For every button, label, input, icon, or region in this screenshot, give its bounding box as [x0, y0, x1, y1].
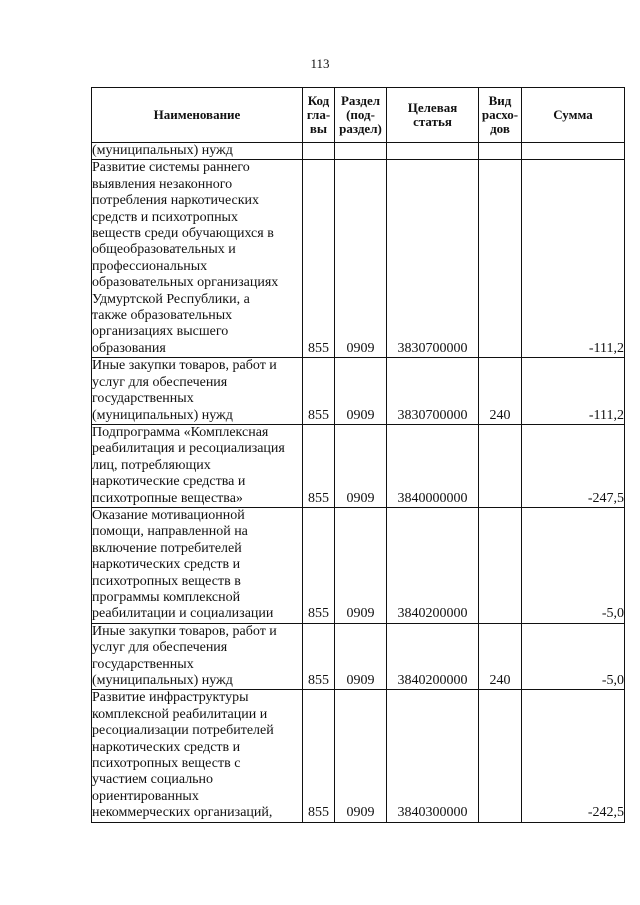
- table-row: [92, 358, 625, 425]
- row-amount: -5,0: [522, 507, 625, 623]
- row-amount: [522, 143, 625, 160]
- row-type: [479, 143, 522, 160]
- row-target: 3830700000: [387, 358, 479, 425]
- row-target: 3840300000: [387, 690, 479, 822]
- row-amount: -5,0: [522, 623, 625, 690]
- row-section: 0909: [335, 424, 387, 507]
- row-name: (муниципальных) нужд: [92, 143, 303, 160]
- row-target: [387, 143, 479, 160]
- row-name: Иные закупки товаров, работ и услуг для обеспечения государственных (муниципальных) нужд: [92, 623, 303, 690]
- table-row: [92, 143, 625, 160]
- row-target: 3840000000: [387, 424, 479, 507]
- table-header-row: [92, 88, 625, 143]
- table-row: [92, 424, 625, 507]
- row-code: 855: [303, 690, 335, 822]
- row-type: [479, 507, 522, 623]
- row-code: 855: [303, 507, 335, 623]
- row-section: [335, 143, 387, 160]
- table-row: [92, 690, 625, 822]
- row-type: 240: [479, 358, 522, 425]
- row-code: 855: [303, 358, 335, 425]
- row-section: 0909: [335, 160, 387, 358]
- row-type: 240: [479, 623, 522, 690]
- table-row: [92, 623, 625, 690]
- row-type: [479, 424, 522, 507]
- row-section: 0909: [335, 623, 387, 690]
- row-target: 3840200000: [387, 623, 479, 690]
- row-section: 0909: [335, 690, 387, 822]
- row-name: Развитие системы раннего выявления незаконного потребления наркотических средств и психотропных веществ среди обучающихся в общеобразовательных и профессиональных образовательных организациях Удмуртской Республики, а также образовательных организациях высшего образования: [92, 160, 303, 358]
- row-type: [479, 690, 522, 822]
- row-amount: -247,5: [522, 424, 625, 507]
- row-target: 3830700000: [387, 160, 479, 358]
- budget-table: [91, 87, 625, 823]
- row-code: 855: [303, 160, 335, 358]
- table-row: [92, 160, 625, 358]
- column-header-code: Код гла- вы: [303, 88, 335, 143]
- column-header-name: Наименование: [92, 88, 303, 143]
- row-code: [303, 143, 335, 160]
- table-row: [92, 507, 625, 623]
- row-type: [479, 160, 522, 358]
- column-header-amount: Сумма: [522, 88, 625, 143]
- row-amount: -242,5: [522, 690, 625, 822]
- row-section: 0909: [335, 507, 387, 623]
- row-name: Иные закупки товаров, работ и услуг для обеспечения государственных (муниципальных) нужд: [92, 358, 303, 425]
- row-amount: -111,2: [522, 160, 625, 358]
- row-code: 855: [303, 623, 335, 690]
- page-number: 113: [310, 56, 330, 71]
- row-section: 0909: [335, 358, 387, 425]
- column-header-section: Раздел (под- раздел): [335, 88, 387, 143]
- column-header-type: Вид расхо- дов: [479, 88, 522, 143]
- row-target: 3840200000: [387, 507, 479, 623]
- row-name: Оказание мотивационной помощи, направленной на включение потребителей наркотических средств и психотропных веществ в программы комплексной реабилитации и социализации: [92, 507, 303, 623]
- row-name: Подпрограмма «Комплексная реабилитация и ресоциализация лиц, потребляющих наркотические средства и психотропные вещества»: [92, 424, 303, 507]
- row-name: Развитие инфраструктуры комплексной реабилитации и ресоциализации потребителей наркотических средств и психотропных веществ с участием социально ориентированных некоммерческих организаций,: [92, 690, 303, 822]
- row-code: 855: [303, 424, 335, 507]
- row-amount: -111,2: [522, 358, 625, 425]
- column-header-target: Целевая статья: [387, 88, 479, 143]
